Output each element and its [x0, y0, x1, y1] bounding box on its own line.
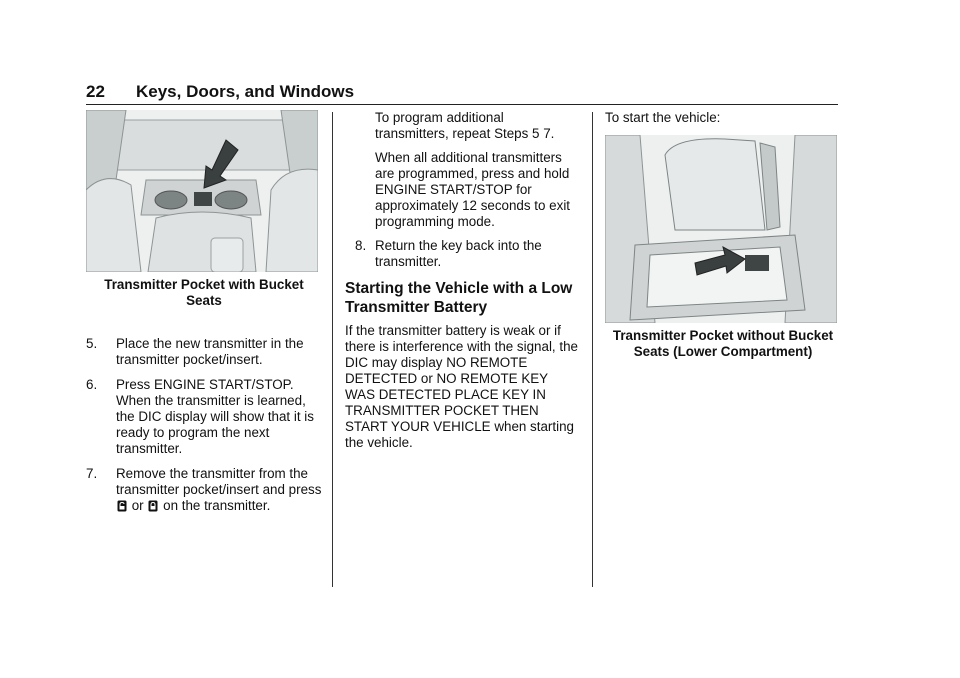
step-8: 8. Return the key back into the transmitter. — [355, 238, 542, 269]
step-6: 6. Press ENGINE START/STOP. When the transmitter is learned, the DIC display will show that it is ready to program the next transmitter. — [86, 377, 314, 456]
bucket-seats-illustration — [86, 110, 318, 272]
figure-caption: Transmitter Pocket with Bucket Seats — [104, 277, 304, 308]
column-2 — [345, 110, 581, 459]
column-divider — [332, 112, 333, 587]
page-number: 22 — [86, 82, 105, 101]
lower-compartment-illustration — [605, 135, 837, 323]
column-3 — [605, 110, 841, 360]
figure-caption: Transmitter Pocket without Bucket Seats (Lower Compartment) — [612, 328, 834, 359]
intro-text: To start the vehicle: — [605, 110, 721, 125]
unlock-icon — [117, 500, 127, 512]
paragraph: To program additional transmitters, repeat Steps 5 7. — [375, 110, 555, 141]
step-7: 7. Remove the transmitter from the transmitter pocket/insert and press or on the transmitter. — [86, 466, 322, 513]
step-5: 5. Place the new transmitter in the transmitter pocket/insert. — [86, 336, 304, 367]
column-1 — [86, 110, 322, 523]
page-header — [86, 80, 838, 105]
page-title: Keys, Doors, and Windows — [136, 82, 355, 101]
paragraph: When all additional transmitters are programmed, press and hold ENGINE START/STOP for approximately 12 seconds to exit programming mode. — [375, 150, 571, 229]
paragraph: If the transmitter battery is weak or if there is interference with the signal, the DIC may display NO REMOTE DETECTED or NO REMOTE KEY WAS DETECTED PLACE KEY IN TRANSMITTER POCKET THEN START YOUR VEHICLE when starting the vehicle. — [345, 323, 578, 450]
lock-icon — [148, 500, 158, 512]
section-heading: Starting the Vehicle with a Low Transmitter Battery — [345, 280, 573, 316]
column-divider — [592, 112, 593, 587]
